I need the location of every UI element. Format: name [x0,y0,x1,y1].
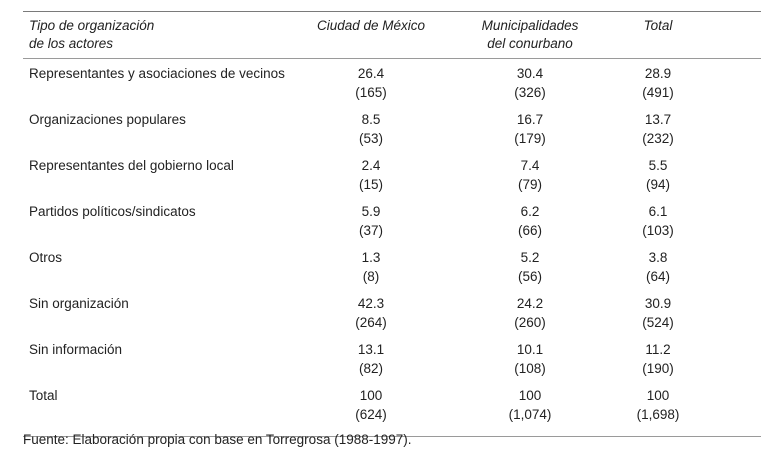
cell-count: (53) [358,131,383,146]
cell-count: (179) [514,131,546,146]
header-type-line1: Tipo de organización [29,18,155,33]
cell-pct: 13.1 [357,342,385,357]
cell-pct: 100 [518,388,542,403]
cell-pct: 13.7 [644,112,672,127]
table-row [23,156,761,202]
cell-pct: 100 [359,388,383,403]
table-row [23,64,761,110]
table-row [23,110,761,156]
cell-pct: 5.9 [361,204,381,219]
cell-cdmx [301,64,441,102]
cell-cdmx [301,340,441,378]
cell-total [588,386,728,424]
table-row [23,202,761,248]
cell-count: (79) [517,177,542,192]
cell-muni [460,386,600,424]
cell-cdmx [301,156,441,194]
cell-total [588,64,728,102]
cell-pct: 42.3 [357,296,385,311]
row-label: Otros [29,250,63,265]
cell-pct: 1.3 [361,250,381,265]
row-label: Representantes y asociaciones de vecinos [29,66,285,81]
cell-total [588,294,728,332]
cell-pct: 28.9 [644,66,672,81]
cell-pct: 30.4 [516,66,544,81]
cell-count: (15) [358,177,383,192]
row-label: Representantes del gobierno local [29,158,234,173]
table-row [23,294,761,340]
cell-count: (260) [514,315,546,330]
cell-pct: 6.2 [520,204,540,219]
table-header [23,12,761,58]
table-row [23,340,761,386]
cell-pct: 24.2 [516,296,544,311]
cell-cdmx [301,202,441,240]
cell-count: (264) [355,315,387,330]
cell-count: (524) [642,315,674,330]
cell-pct: 2.4 [361,158,381,173]
cell-pct: 11.2 [645,342,671,357]
cell-count: (190) [642,361,674,376]
cell-muni [460,202,600,240]
cell-count: (624) [355,407,387,422]
source-note: Fuente: Elaboración propia con base en Torregrosa (1988-1997). [23,432,412,447]
cell-count: (94) [645,177,670,192]
cell-total [588,202,728,240]
row-label: Organizaciones populares [29,112,186,127]
cell-count: (8) [362,269,380,284]
cell-count: (1,698) [636,407,680,422]
cell-pct: 26.4 [357,66,385,81]
cell-count: (103) [642,223,674,238]
cell-cdmx [301,248,441,286]
table-row [23,248,761,294]
header-type-line2: de los actores [29,36,114,51]
cell-muni [460,294,600,332]
cell-count: (326) [514,85,546,100]
cell-muni [460,110,600,148]
cell-pct: 5.5 [648,158,668,173]
cell-count: (165) [355,85,387,100]
cell-cdmx [301,110,441,148]
cell-total [588,156,728,194]
header-muni-line1: Municipalidades [481,18,579,33]
cell-count: (64) [645,269,670,284]
cell-pct: 16.7 [516,112,544,127]
cell-pct: 100 [646,388,670,403]
cell-cdmx [301,294,441,332]
table-body [23,59,761,436]
header-type [29,17,229,53]
cell-pct: 10.1 [516,342,544,357]
cell-pct: 7.4 [520,158,540,173]
data-table [23,11,761,437]
row-label: Sin información [29,342,123,357]
row-label: Total [29,388,58,403]
cell-pct: 8.5 [361,112,381,127]
cell-count: (56) [517,269,542,284]
cell-muni [460,248,600,286]
cell-pct: 5.2 [520,250,540,265]
cell-muni [460,156,600,194]
row-label: Sin organización [29,296,129,311]
row-label: Partidos políticos/sindicatos [29,204,196,219]
cell-total [588,340,728,378]
header-muni-line2: del conurbano [487,36,573,51]
cell-count: (491) [642,85,674,100]
cell-muni [460,340,600,378]
cell-pct: 3.8 [648,250,668,265]
header-total: Total [643,18,673,33]
cell-count: (108) [514,361,546,376]
header-cdmx: Ciudad de México [316,18,426,33]
cell-pct: 6.1 [648,204,668,219]
table-row-total [23,386,761,432]
cell-count: (232) [642,131,674,146]
cell-count: (82) [358,361,383,376]
cell-count: (66) [517,223,542,238]
cell-count: (37) [358,223,383,238]
cell-pct: 30.9 [644,296,672,311]
cell-total [588,248,728,286]
cell-muni [460,64,600,102]
cell-count: (1,074) [508,407,552,422]
cell-cdmx [301,386,441,424]
cell-total [588,110,728,148]
